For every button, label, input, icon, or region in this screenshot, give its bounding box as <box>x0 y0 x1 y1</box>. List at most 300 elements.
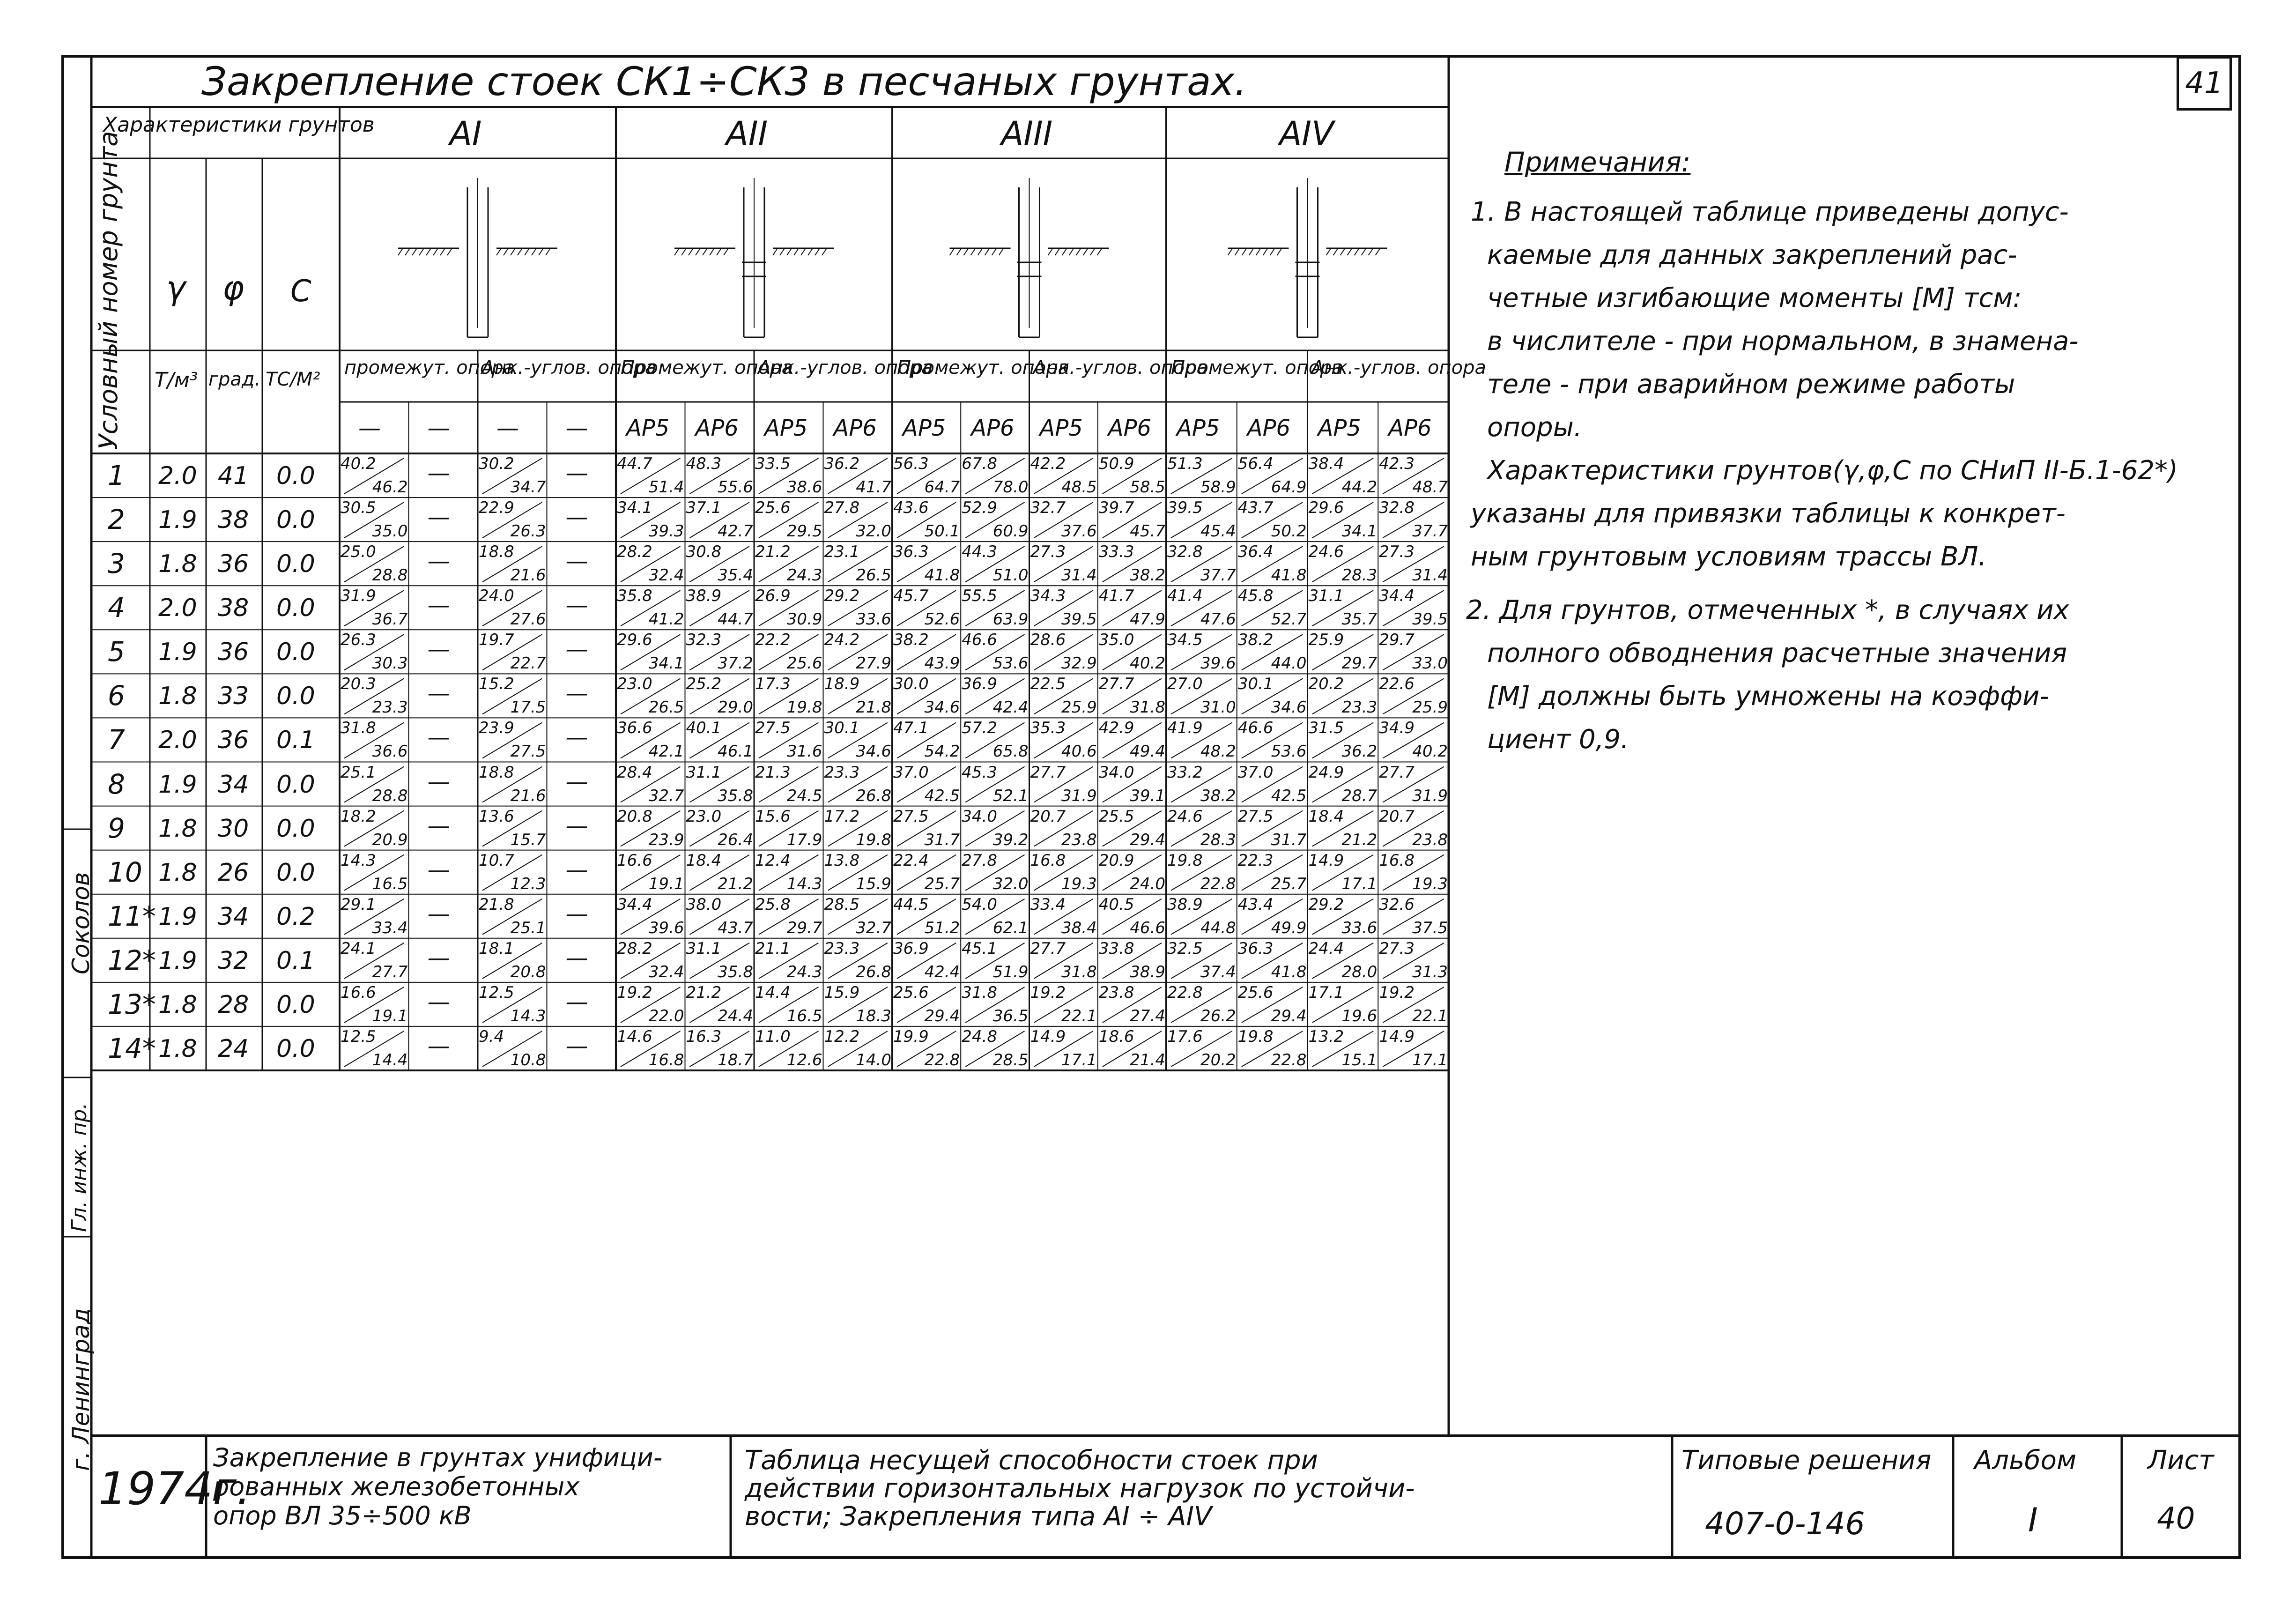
moment-cell <box>1098 542 1166 586</box>
moment-emergency: 23.9 <box>648 830 684 849</box>
moment-normal: 27.3 <box>1379 939 1415 958</box>
moment-normal: 31.1 <box>686 939 722 958</box>
moment-cell <box>754 982 823 1026</box>
moment-normal: 27.3 <box>1379 542 1415 562</box>
moment-emergency: 33.0 <box>1412 654 1448 673</box>
ground-hatch <box>447 248 452 255</box>
ground-hatch <box>1376 248 1380 255</box>
note-line: Характеристики грунтов(γ,φ,С по СНиП II-Б.1-62*) <box>1487 455 2178 486</box>
moment-emergency: 32.0 <box>856 522 891 541</box>
row-phi: 34 <box>218 770 249 799</box>
moment-emergency: 52.6 <box>924 610 960 629</box>
moment-emergency: 49.9 <box>1271 918 1307 937</box>
dash-cell: — <box>565 988 588 1015</box>
phi-unit: град. <box>208 369 261 390</box>
row-phi: 36 <box>218 638 249 667</box>
moment-cell <box>685 1026 755 1070</box>
column-label: АР5 <box>626 415 670 441</box>
moment-cell <box>754 674 823 718</box>
moment-cell <box>961 982 1029 1026</box>
moment-normal: 48.3 <box>686 454 722 473</box>
moment-emergency: 25.7 <box>924 874 960 893</box>
moment-cell <box>1237 894 1308 938</box>
side-stamp-role: Гл. инж. пр. <box>67 1102 91 1232</box>
moment-cell <box>1098 1026 1166 1070</box>
moment-emergency: 42.5 <box>924 786 960 805</box>
moment-cell <box>961 806 1029 850</box>
moment-cell <box>1029 586 1098 630</box>
moment-emergency: 32.7 <box>648 786 684 805</box>
moment-cell <box>616 1026 685 1070</box>
column-label: АР6 <box>1108 415 1152 441</box>
ground-hatch <box>689 248 693 255</box>
moment-cell <box>1237 850 1308 894</box>
ground-hatch <box>978 248 983 255</box>
moment-cell <box>616 718 685 762</box>
moment-normal: 13.6 <box>479 807 514 826</box>
moment-normal: 29.6 <box>1308 498 1344 518</box>
moment-emergency: 31.9 <box>1412 786 1448 805</box>
moment-emergency: 24.5 <box>786 786 822 805</box>
moment-cell <box>1166 982 1237 1026</box>
moment-cell <box>1237 982 1308 1026</box>
row-phi: 36 <box>218 550 249 579</box>
moment-emergency: 34.1 <box>648 654 684 673</box>
moment-normal: 27.7 <box>1379 763 1415 782</box>
dash-cell: — <box>565 724 588 751</box>
moment-normal: 16.8 <box>1030 851 1066 870</box>
moment-cell <box>1029 762 1098 806</box>
subheader-anchor-2: Анк.-углов. опора <box>758 357 933 379</box>
moment-normal: 10.7 <box>479 851 514 870</box>
moment-normal: 22.5 <box>1030 675 1066 694</box>
ground-hatch <box>525 248 529 255</box>
moment-normal: 33.4 <box>1030 895 1066 914</box>
moment-normal: 20.3 <box>341 675 376 694</box>
moment-normal: 38.9 <box>686 587 722 606</box>
moment-normal: 39.5 <box>1167 498 1203 518</box>
column-label: АР5 <box>1039 415 1083 441</box>
moment-cell <box>616 630 685 674</box>
ground-hatch <box>964 248 969 255</box>
moment-emergency: 16.5 <box>372 874 408 893</box>
moment-cell <box>616 850 685 894</box>
moment-normal: 34.9 <box>1379 719 1415 738</box>
moment-emergency: 29.5 <box>786 522 822 541</box>
moment-emergency: 31.0 <box>1200 698 1236 717</box>
moment-emergency: 34.7 <box>510 478 546 497</box>
moment-cell <box>1308 453 1378 498</box>
moment-emergency: 21.6 <box>510 566 546 585</box>
moment-emergency: 28.3 <box>1200 830 1236 849</box>
moment-emergency: 36.6 <box>372 742 408 761</box>
moment-emergency: 25.7 <box>1271 874 1307 893</box>
moment-emergency: 19.1 <box>372 1006 408 1025</box>
moment-normal: 14.3 <box>341 851 376 870</box>
column-label: АР6 <box>971 415 1015 441</box>
dash-cell: — <box>427 900 450 927</box>
moment-cell <box>478 982 547 1026</box>
moment-cell <box>340 982 409 1026</box>
moment-cell <box>892 674 961 718</box>
row-number: 4 <box>108 592 125 624</box>
row-gamma: 1.8 <box>158 814 197 843</box>
moment-normal: 19.7 <box>479 631 514 650</box>
moment-normal: 29.1 <box>341 895 376 914</box>
moment-emergency: 33.6 <box>856 610 891 629</box>
row-phi: 36 <box>218 726 249 755</box>
moment-cell <box>340 850 409 894</box>
moment-cell <box>1237 1026 1308 1070</box>
moment-emergency: 28.7 <box>1341 786 1378 805</box>
moment-normal: 25.2 <box>686 675 722 694</box>
ground-hatch <box>511 248 515 255</box>
ground-hatch <box>992 248 997 255</box>
moment-emergency: 48.7 <box>1412 478 1448 497</box>
moment-cell <box>1237 630 1308 674</box>
moment-cell <box>1098 894 1166 938</box>
dash-cell: — <box>427 636 450 663</box>
moment-normal: 41.9 <box>1167 719 1203 738</box>
moment-normal: 29.7 <box>1379 631 1415 650</box>
moment-normal: 32.5 <box>1167 939 1203 958</box>
ground-hatch <box>412 248 417 255</box>
moment-normal: 34.0 <box>1098 763 1134 782</box>
moment-emergency: 42.4 <box>924 962 960 981</box>
subheader-intermediate-4: Промежут. опора <box>1171 357 1344 379</box>
moment-normal: 14.4 <box>755 983 791 1002</box>
ground-hatch <box>405 248 410 255</box>
moment-emergency: 31.9 <box>1061 786 1097 805</box>
moment-normal: 36.2 <box>824 454 860 473</box>
moment-emergency: 29.7 <box>786 918 822 937</box>
moment-cell <box>478 894 547 938</box>
type-label-2: АII <box>726 114 768 153</box>
moment-cell <box>478 674 547 718</box>
moment-emergency: 24.3 <box>786 566 822 585</box>
moment-emergency: 31.3 <box>1412 962 1448 981</box>
dash-cell: — <box>427 1032 450 1059</box>
moment-emergency: 22.0 <box>648 1006 684 1025</box>
moment-normal: 28.4 <box>617 763 652 782</box>
moment-emergency: 18.7 <box>718 1050 753 1069</box>
row-c: 0.0 <box>276 506 315 535</box>
moment-cell <box>1308 586 1378 630</box>
moment-emergency: 53.6 <box>1271 742 1307 761</box>
moment-cell <box>1029 498 1098 542</box>
moment-cell <box>1029 718 1098 762</box>
moment-normal: 25.8 <box>755 895 791 914</box>
moment-cell <box>616 762 685 806</box>
moment-cell <box>1308 806 1378 850</box>
moment-normal: 32.3 <box>686 631 722 650</box>
dash-cell: — <box>565 768 588 795</box>
ground-hatch <box>780 248 785 255</box>
moment-cell <box>1029 1026 1098 1070</box>
moment-normal: 30.1 <box>824 719 860 738</box>
moment-emergency: 29.4 <box>924 1006 960 1025</box>
moment-emergency: 58.5 <box>1130 478 1165 497</box>
moment-emergency: 39.3 <box>648 522 684 541</box>
type-label-1: АI <box>450 114 482 153</box>
moment-emergency: 24.0 <box>1130 874 1165 893</box>
moment-cell <box>1237 498 1308 542</box>
moment-cell <box>892 1026 961 1070</box>
row-gamma: 1.8 <box>158 550 197 579</box>
moment-emergency: 35.8 <box>718 962 753 981</box>
column-label: АР5 <box>764 415 808 441</box>
moment-emergency: 37.5 <box>1412 918 1448 937</box>
moment-normal: 40.5 <box>1098 895 1134 914</box>
moment-cell <box>1378 762 1449 806</box>
dash-cell: — <box>565 856 588 883</box>
moment-cell <box>1166 542 1237 586</box>
moment-normal: 33.8 <box>1098 939 1134 958</box>
moment-normal: 44.7 <box>617 454 652 473</box>
moment-normal: 17.2 <box>824 807 860 826</box>
ground-hatch <box>787 248 792 255</box>
moment-cell <box>1378 453 1449 498</box>
moment-cell <box>823 938 893 982</box>
moment-emergency: 23.3 <box>372 698 408 717</box>
moment-emergency: 34.6 <box>856 742 891 761</box>
moment-normal: 30.8 <box>686 542 722 562</box>
moment-emergency: 19.3 <box>1412 874 1448 893</box>
moment-emergency: 23.8 <box>1061 830 1097 849</box>
moment-normal: 34.5 <box>1167 631 1203 650</box>
moment-cell <box>1029 674 1098 718</box>
moment-emergency: 36.2 <box>1341 742 1378 761</box>
moment-cell <box>685 498 755 542</box>
moment-emergency: 27.4 <box>1130 1006 1165 1025</box>
moment-cell <box>340 453 409 498</box>
moment-emergency: 21.4 <box>1130 1050 1165 1069</box>
moment-normal: 42.2 <box>1030 454 1066 473</box>
row-gamma: 1.9 <box>158 902 197 931</box>
moment-normal: 46.6 <box>1237 719 1274 738</box>
moment-normal: 45.8 <box>1237 587 1274 606</box>
ground-hatch <box>1090 248 1095 255</box>
moment-cell <box>685 762 755 806</box>
moment-normal: 39.7 <box>1098 498 1134 518</box>
moment-normal: 55.5 <box>962 587 997 606</box>
moment-normal: 18.2 <box>341 807 376 826</box>
subheader-anchor-4: Анк.-углов. опора <box>1311 357 1487 379</box>
moment-cell <box>1378 586 1449 630</box>
moment-cell <box>754 586 823 630</box>
moment-cell <box>823 762 893 806</box>
moment-cell <box>892 630 961 674</box>
moment-emergency: 14.0 <box>856 1050 891 1069</box>
row-c: 0.1 <box>276 726 315 755</box>
moment-normal: 32.8 <box>1379 498 1415 518</box>
ground-hatch <box>1249 248 1254 255</box>
moment-emergency: 26.3 <box>510 522 546 541</box>
ground-hatch <box>539 248 543 255</box>
moment-cell <box>685 453 755 498</box>
moment-normal: 21.8 <box>479 895 514 914</box>
moment-cell <box>961 850 1029 894</box>
moment-normal: 27.5 <box>893 807 929 826</box>
row-c: 0.0 <box>276 814 315 843</box>
row-gamma: 2.0 <box>158 594 197 623</box>
moment-cell <box>1029 806 1098 850</box>
moment-cell <box>961 498 1029 542</box>
moment-cell <box>754 542 823 586</box>
ground-hatch <box>1062 248 1067 255</box>
moment-normal: 11.0 <box>755 1027 791 1046</box>
moment-emergency: 39.5 <box>1412 610 1448 629</box>
moment-normal: 20.2 <box>1308 675 1344 694</box>
moment-normal: 54.0 <box>962 895 997 914</box>
moment-emergency: 37.2 <box>718 654 753 673</box>
moment-cell <box>1166 850 1237 894</box>
moment-cell <box>340 542 409 586</box>
moment-emergency: 26.2 <box>1200 1006 1236 1025</box>
moment-normal: 18.1 <box>479 939 514 958</box>
moment-cell <box>1378 498 1449 542</box>
ground-hatch <box>504 248 508 255</box>
moment-emergency: 46.2 <box>372 478 408 497</box>
moment-cell <box>340 630 409 674</box>
gamma-header: γ <box>166 269 186 307</box>
moment-cell <box>685 674 755 718</box>
moment-emergency: 20.8 <box>510 962 546 981</box>
moment-normal: 44.3 <box>962 542 997 562</box>
ground-hatch <box>808 248 813 255</box>
moment-normal: 13.8 <box>824 851 860 870</box>
moment-normal: 30.1 <box>1237 675 1274 694</box>
ground-hatch <box>724 248 728 255</box>
moment-cell <box>1029 542 1098 586</box>
moment-cell <box>961 453 1029 498</box>
note-line: опоры. <box>1487 412 1582 443</box>
moment-emergency: 40.6 <box>1061 742 1097 761</box>
moment-cell <box>616 894 685 938</box>
moment-emergency: 34.1 <box>1341 522 1378 541</box>
moment-cell <box>892 762 961 806</box>
moment-emergency: 33.4 <box>372 918 408 937</box>
moment-normal: 43.6 <box>893 498 929 518</box>
ground-hatch <box>1355 248 1359 255</box>
moment-normal: 32.6 <box>1379 895 1415 914</box>
moment-cell <box>1308 1026 1378 1070</box>
moment-emergency: 27.9 <box>856 654 891 673</box>
moment-cell <box>892 718 961 762</box>
dash-cell: — <box>427 504 450 531</box>
row-number: 7 <box>108 724 125 756</box>
moment-cell <box>1166 630 1237 674</box>
moment-cell <box>340 498 409 542</box>
moment-emergency: 41.8 <box>1271 566 1307 585</box>
moment-emergency: 43.9 <box>924 654 960 673</box>
ground-hatch <box>794 248 799 255</box>
moment-cell <box>340 674 409 718</box>
moment-normal: 29.2 <box>824 587 860 606</box>
row-phi: 26 <box>218 858 249 887</box>
moment-cell <box>823 674 893 718</box>
moment-emergency: 42.5 <box>1271 786 1307 805</box>
moment-cell <box>685 894 755 938</box>
moment-emergency: 28.0 <box>1341 962 1378 981</box>
ground-hatch <box>971 248 976 255</box>
dash-cell: — <box>565 460 588 486</box>
moment-normal: 23.9 <box>479 719 514 738</box>
moment-emergency: 17.1 <box>1412 1050 1448 1069</box>
tb-subject-line: Закрепление в грунтах унифици- <box>213 1443 663 1472</box>
moment-cell <box>1308 498 1378 542</box>
ground-hatch <box>696 248 700 255</box>
moment-normal: 29.2 <box>1308 895 1344 914</box>
row-c: 0.1 <box>276 946 315 975</box>
moment-cell <box>616 982 685 1026</box>
moment-cell <box>1029 630 1098 674</box>
row-number: 10 <box>108 856 142 888</box>
moment-emergency: 50.1 <box>924 522 960 541</box>
ground-hatch <box>496 248 501 255</box>
moment-normal: 27.7 <box>1030 763 1066 782</box>
moment-normal: 44.5 <box>893 895 929 914</box>
moment-cell <box>1029 938 1098 982</box>
ground-hatch <box>1277 248 1282 255</box>
moment-cell <box>340 762 409 806</box>
moment-cell <box>961 762 1029 806</box>
moment-emergency: 31.6 <box>786 742 822 761</box>
note-line: каемые для данных закреплений рас- <box>1487 240 2017 270</box>
row-gamma: 1.8 <box>158 990 197 1019</box>
type-label-4: АIV <box>1279 114 1334 153</box>
moment-normal: 31.8 <box>962 983 997 1002</box>
moment-normal: 16.8 <box>1379 851 1415 870</box>
note-line: ным грунтовым условиям трассы ВЛ. <box>1471 542 1987 572</box>
row-gamma: 1.8 <box>158 858 197 887</box>
row-number: 5 <box>108 636 125 668</box>
row-c: 0.0 <box>276 858 315 887</box>
moment-normal: 29.6 <box>617 631 652 650</box>
moment-emergency: 30.3 <box>372 654 408 673</box>
moment-cell <box>1166 674 1237 718</box>
moment-cell <box>616 453 685 498</box>
moment-cell <box>754 630 823 674</box>
moment-cell <box>1029 850 1098 894</box>
moment-emergency: 19.8 <box>786 698 822 717</box>
dash-cell: — <box>427 944 450 971</box>
moment-normal: 22.2 <box>755 631 791 650</box>
dash-cell: — <box>427 812 450 839</box>
moment-emergency: 21.8 <box>856 698 891 717</box>
moment-emergency: 51.9 <box>992 962 1029 981</box>
moment-emergency: 32.4 <box>648 962 684 981</box>
moment-normal: 24.0 <box>479 587 514 606</box>
moment-cell <box>1029 453 1098 498</box>
moment-normal: 26.3 <box>341 631 376 650</box>
ground-hatch <box>433 248 438 255</box>
ground-hatch <box>518 248 522 255</box>
ground-hatch <box>1341 248 1345 255</box>
moment-emergency: 41.2 <box>648 610 684 629</box>
moment-emergency: 43.7 <box>718 918 753 937</box>
moment-emergency: 33.6 <box>1341 918 1378 937</box>
moment-emergency: 17.5 <box>510 698 546 717</box>
moment-normal: 22.6 <box>1379 675 1415 694</box>
ground-hatch <box>1097 248 1102 255</box>
moment-normal: 34.1 <box>617 498 652 518</box>
moment-emergency: 45.4 <box>1200 522 1236 541</box>
ground-hatch <box>1333 248 1338 255</box>
moment-cell <box>1098 630 1166 674</box>
moment-cell <box>1166 806 1237 850</box>
moment-emergency: 48.5 <box>1061 478 1097 497</box>
